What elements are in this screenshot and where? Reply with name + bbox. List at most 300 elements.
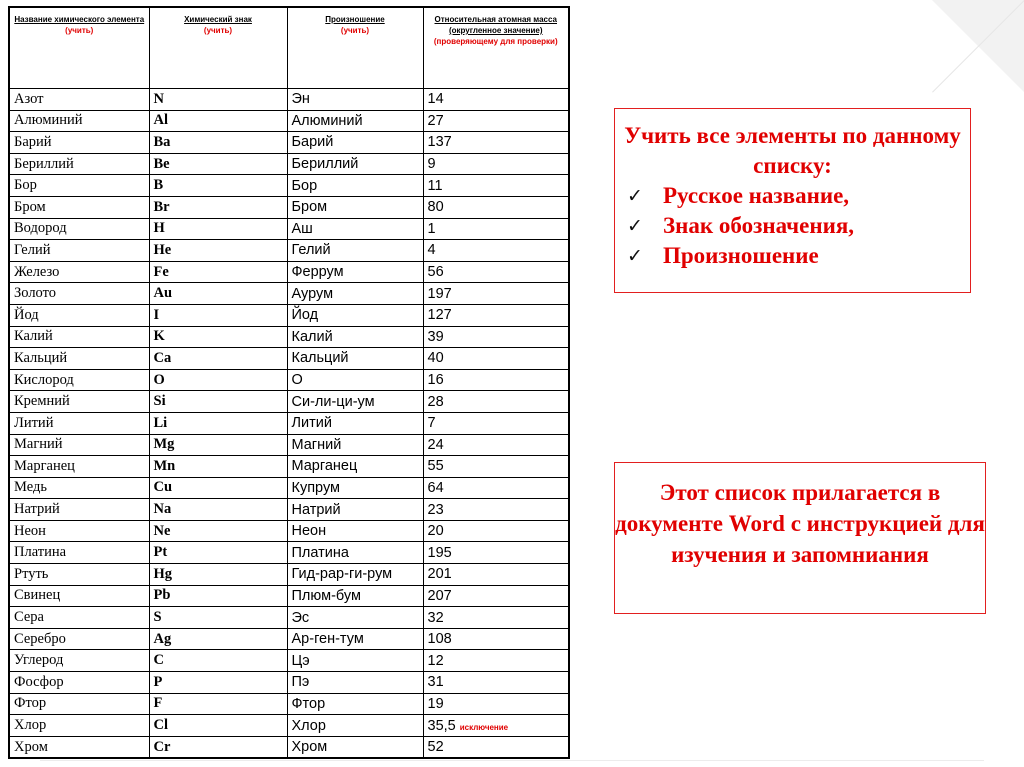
element-symbol-cell-text: Hg: [153, 565, 173, 582]
table-row: [9, 412, 569, 434]
element-symbol-cell-text: Mn: [153, 457, 176, 474]
element-symbol-cell: [149, 89, 287, 111]
pronunciation-cell: [287, 175, 423, 197]
element-symbol-cell: [149, 650, 287, 672]
table-row: [9, 542, 569, 564]
element-symbol-cell-text: S: [153, 609, 162, 626]
table-row: [9, 736, 569, 758]
pronunciation-cell: [287, 110, 423, 132]
pronunciation-cell-text: Аш: [291, 220, 313, 237]
check-icon: ✓: [627, 185, 643, 207]
atomic-mass-cell: [423, 196, 569, 218]
element-name-cell-text: Неон: [14, 522, 46, 539]
pronunciation-cell: [287, 672, 423, 694]
pronunciation-cell-text: Хром: [291, 739, 328, 756]
pronunciation-cell-text: Аурум: [291, 285, 334, 302]
pronunciation-cell-text: Фтор: [291, 695, 326, 712]
atomic-mass-cell: [423, 304, 569, 326]
element-symbol-cell: [149, 564, 287, 586]
atomic-mass-cell: [423, 110, 569, 132]
table-row: [9, 499, 569, 521]
element-symbol-cell-text: He: [153, 241, 172, 258]
bottom-divider: [40, 760, 984, 761]
table-body: [9, 89, 569, 759]
atomic-mass-cell-text: 31: [427, 674, 444, 691]
element-name-cell: [9, 304, 149, 326]
element-name-cell-text: Водород: [14, 220, 67, 237]
element-symbol-cell-text: I: [153, 306, 160, 323]
pronunciation-cell-text: Эн: [291, 91, 310, 108]
pronunciation-cell-text: О: [291, 372, 303, 389]
element-symbol-cell-text: Be: [153, 155, 170, 172]
element-symbol-cell-text: Au: [153, 285, 173, 302]
element-symbol-cell: [149, 456, 287, 478]
pronunciation-cell-text: Гелий: [291, 242, 331, 259]
element-symbol-cell-text: Pb: [153, 587, 171, 604]
table-row: [9, 434, 569, 456]
pronunciation-cell: [287, 153, 423, 175]
table-row: [9, 369, 569, 391]
pronunciation-cell: [287, 650, 423, 672]
atomic-mass-cell: [423, 132, 569, 154]
pronunciation-cell-text: Магний: [291, 436, 342, 453]
element-symbol-cell: [149, 304, 287, 326]
element-name-cell-text: Свинец: [14, 587, 61, 604]
element-name-cell: [9, 693, 149, 715]
pronunciation-cell: [287, 283, 423, 305]
element-symbol-cell-text: P: [153, 673, 163, 690]
atomic-mass-cell: [423, 261, 569, 283]
pronunciation-cell-text: Ар-ген-тум: [291, 631, 364, 648]
study-item: [627, 241, 970, 271]
element-symbol-cell: [149, 110, 287, 132]
table-row: [9, 283, 569, 305]
atomic-mass-cell: [423, 348, 569, 370]
atomic-mass-cell-text: 64: [427, 479, 444, 496]
pronunciation-cell: [287, 520, 423, 542]
header-mass: [423, 7, 569, 89]
element-symbol-cell: [149, 736, 287, 758]
table-row: [9, 175, 569, 197]
pronunciation-cell-text: Платина: [291, 544, 349, 561]
table-row: [9, 348, 569, 370]
check-icon: ✓: [627, 245, 643, 267]
atomic-mass-cell-text: 19: [427, 695, 444, 712]
atomic-mass-cell: [423, 564, 569, 586]
element-symbol-cell-text: F: [153, 695, 163, 712]
atomic-mass-cell-text: 32: [427, 609, 444, 626]
atomic-mass-cell-text: 11: [427, 177, 443, 194]
element-name-cell: [9, 672, 149, 694]
elements-table: [8, 6, 570, 759]
element-name-cell: [9, 628, 149, 650]
pronunciation-cell: [287, 348, 423, 370]
table-row: [9, 391, 569, 413]
table-row: [9, 261, 569, 283]
atomic-mass-cell-text: 24: [427, 436, 444, 453]
element-name-cell: [9, 110, 149, 132]
element-symbol-cell: [149, 153, 287, 175]
element-symbol-cell: [149, 175, 287, 197]
pronunciation-cell: [287, 391, 423, 413]
pronunciation-cell: [287, 326, 423, 348]
pronunciation-cell-text: Пэ: [291, 674, 310, 691]
word-document-note: Этот список прилагается в документе Word с инструкцией для изучения и запомниания: [615, 480, 985, 567]
element-name-cell: [9, 348, 149, 370]
element-name-cell-text: Золото: [14, 285, 57, 302]
element-symbol-cell-text: Al: [153, 112, 168, 129]
element-symbol-cell: [149, 240, 287, 262]
header-symbol-title: Химический знак: [184, 15, 252, 24]
pronunciation-cell: [287, 693, 423, 715]
table-row: [9, 240, 569, 262]
element-symbol-cell: [149, 477, 287, 499]
element-name-cell-text: Платина: [14, 544, 67, 561]
pronunciation-cell: [287, 585, 423, 607]
element-name-cell-text: Кислород: [14, 371, 74, 388]
element-symbol-cell-text: K: [153, 328, 165, 345]
word-document-note-box: [614, 462, 986, 614]
element-name-cell: [9, 391, 149, 413]
table-row: [9, 153, 569, 175]
element-name-cell: [9, 175, 149, 197]
element-name-cell: [9, 542, 149, 564]
element-name-cell-text: Фтор: [14, 695, 47, 712]
table-row: [9, 456, 569, 478]
atomic-mass-cell-text: 4: [427, 242, 436, 259]
atomic-mass-cell-text: 127: [427, 307, 452, 324]
element-symbol-cell: [149, 520, 287, 542]
atomic-mass-cell: [423, 628, 569, 650]
element-name-cell-text: Бериллий: [14, 155, 74, 172]
table-row: [9, 672, 569, 694]
element-name-cell: [9, 715, 149, 737]
atomic-mass-cell: [423, 585, 569, 607]
element-symbol-cell: [149, 218, 287, 240]
element-symbol-cell-text: Fe: [153, 263, 169, 280]
table-row: [9, 520, 569, 542]
study-item: [627, 181, 970, 211]
pronunciation-cell-text: Плюм-бум: [291, 587, 361, 604]
element-name-cell-text: Бор: [14, 177, 37, 194]
atomic-mass-cell-text: 39: [427, 328, 444, 345]
pronunciation-cell: [287, 607, 423, 629]
atomic-mass-cell-text: 9: [427, 156, 436, 173]
atomic-mass-cell: [423, 520, 569, 542]
atomic-mass-cell-text: 16: [427, 372, 444, 389]
pronunciation-cell-text: Кальций: [291, 350, 349, 367]
atomic-mass-cell-text: 12: [427, 652, 444, 669]
pronunciation-cell: [287, 499, 423, 521]
element-name-cell: [9, 477, 149, 499]
element-symbol-cell-text: Mg: [153, 436, 175, 453]
element-name-cell: [9, 326, 149, 348]
atomic-mass-cell: [423, 499, 569, 521]
pronunciation-cell: [287, 412, 423, 434]
element-symbol-cell-text: Si: [153, 393, 166, 410]
element-name-cell-text: Алюминий: [14, 112, 83, 129]
atomic-mass-cell: [423, 650, 569, 672]
element-symbol-cell: [149, 693, 287, 715]
pronunciation-cell-text: Йод: [291, 307, 319, 324]
element-name-cell-text: Магний: [14, 436, 63, 453]
table-header-row: [9, 7, 569, 89]
element-name-cell-text: Медь: [14, 479, 47, 496]
element-name-cell: [9, 218, 149, 240]
pronunciation-cell: [287, 89, 423, 111]
pronunciation-cell-text: Феррум: [291, 264, 344, 281]
atomic-mass-cell: [423, 369, 569, 391]
study-item-label: Знак обозначения,: [663, 213, 855, 238]
element-name-cell: [9, 434, 149, 456]
table-row: [9, 607, 569, 629]
element-name-cell-text: Марганец: [14, 457, 75, 474]
pronunciation-cell-text: Хлор: [291, 717, 326, 734]
pronunciation-cell: [287, 369, 423, 391]
element-name-cell-text: Йод: [14, 306, 39, 323]
element-name-cell: [9, 736, 149, 758]
study-list: [615, 181, 970, 271]
atomic-mass-cell: [423, 175, 569, 197]
atomic-mass-cell: [423, 456, 569, 478]
element-symbol-cell-text: Cr: [153, 738, 171, 755]
atomic-mass-cell-text: 201: [427, 566, 452, 583]
header-mass-note: (проверяющему для проверки): [433, 37, 558, 46]
element-name-cell-text: Кремний: [14, 393, 70, 410]
table-row: [9, 693, 569, 715]
element-name-cell: [9, 607, 149, 629]
atomic-mass-cell: [423, 672, 569, 694]
header-mass-title: Относительная атомная масса (округленное значение): [434, 15, 557, 35]
element-name-cell: [9, 89, 149, 111]
element-name-cell-text: Фосфор: [14, 673, 64, 690]
table-row: [9, 650, 569, 672]
table-row: [9, 132, 569, 154]
element-symbol-cell: [149, 434, 287, 456]
atomic-mass-cell-text: 108: [427, 631, 452, 648]
atomic-mass-cell-text: 1: [427, 220, 436, 237]
element-name-cell-text: Серебро: [14, 630, 66, 647]
element-name-cell-text: Натрий: [14, 501, 60, 518]
table-row: [9, 110, 569, 132]
pronunciation-cell: [287, 715, 423, 737]
element-name-cell: [9, 283, 149, 305]
table-row: [9, 715, 569, 737]
pronunciation-cell-text: Гид-рар-ги-рум: [291, 566, 393, 583]
atomic-mass-cell: [423, 542, 569, 564]
element-symbol-cell-text: N: [153, 90, 164, 107]
element-symbol-cell-text: C: [153, 652, 164, 669]
atomic-mass-cell-text: 23: [427, 501, 444, 518]
pronunciation-cell: [287, 456, 423, 478]
atomic-mass-cell-text: 27: [427, 112, 444, 129]
study-heading: Учить все элементы по данному списку:: [624, 123, 961, 178]
atomic-mass-cell-text: 40: [427, 350, 444, 367]
pronunciation-cell-text: Цэ: [291, 652, 310, 669]
pronunciation-cell-text: Неон: [291, 523, 327, 540]
atomic-mass-cell: [423, 240, 569, 262]
pronunciation-cell: [287, 132, 423, 154]
atomic-mass-cell-text: 195: [427, 544, 452, 561]
atomic-mass-cell-text: 52: [427, 739, 444, 756]
atomic-mass-cell: [423, 693, 569, 715]
atomic-mass-cell-text: 35,5: [427, 717, 456, 734]
element-symbol-cell: [149, 628, 287, 650]
element-name-cell-text: Барий: [14, 133, 52, 150]
element-name-cell: [9, 369, 149, 391]
element-symbol-cell-text: H: [153, 220, 165, 237]
element-name-cell-text: Железо: [14, 263, 60, 280]
element-symbol-cell: [149, 412, 287, 434]
element-name-cell: [9, 499, 149, 521]
atomic-mass-cell-text: 137: [427, 134, 452, 151]
element-symbol-cell: [149, 391, 287, 413]
pronunciation-cell: [287, 218, 423, 240]
pronunciation-cell-text: Бром: [291, 199, 328, 216]
study-instructions-box: [614, 108, 971, 293]
atomic-mass-cell: [423, 218, 569, 240]
pronunciation-cell: [287, 628, 423, 650]
table-row: [9, 477, 569, 499]
element-symbol-cell-text: Pt: [153, 544, 168, 561]
element-symbol-cell-text: Ag: [153, 630, 172, 647]
element-name-cell-text: Гелий: [14, 241, 51, 258]
element-symbol-cell-text: Ba: [153, 133, 171, 150]
element-symbol-cell: [149, 585, 287, 607]
table-row: [9, 326, 569, 348]
pronunciation-cell: [287, 434, 423, 456]
pronunciation-cell-text: Бериллий: [291, 156, 359, 173]
element-symbol-cell-text: Br: [153, 198, 170, 215]
element-symbol-cell: [149, 326, 287, 348]
atomic-mass-cell: [423, 326, 569, 348]
element-name-cell: [9, 240, 149, 262]
element-name-cell-text: Углерод: [14, 652, 64, 669]
pronunciation-cell: [287, 240, 423, 262]
element-symbol-cell: [149, 499, 287, 521]
pronunciation-cell-text: Алюминий: [291, 112, 363, 129]
element-symbol-cell: [149, 348, 287, 370]
element-symbol-cell-text: O: [153, 371, 165, 388]
header-pronunciation-note: (учить): [340, 26, 370, 35]
element-symbol-cell: [149, 196, 287, 218]
element-symbol-cell: [149, 132, 287, 154]
element-symbol-cell: [149, 283, 287, 305]
element-name-cell-text: Ртуть: [14, 565, 49, 582]
atomic-mass-cell-text: 14: [427, 91, 444, 108]
pronunciation-cell-text: Си-ли-ци-ум: [291, 393, 375, 410]
header-pronunciation: [287, 7, 423, 89]
pronunciation-cell: [287, 196, 423, 218]
element-name-cell-text: Азот: [14, 90, 44, 107]
pronunciation-cell: [287, 304, 423, 326]
atomic-mass-cell-text: 28: [427, 393, 444, 410]
atomic-mass-cell-text: 7: [427, 415, 436, 432]
element-name-cell: [9, 585, 149, 607]
header-symbol: [149, 7, 287, 89]
table-row: [9, 304, 569, 326]
header-pronunciation-title: Произношение: [325, 15, 385, 24]
check-icon: ✓: [627, 215, 643, 237]
atomic-mass-cell: [423, 715, 569, 737]
atomic-mass-cell: [423, 607, 569, 629]
pronunciation-cell-text: Марганец: [291, 458, 358, 475]
element-name-cell-text: Сера: [14, 609, 44, 626]
atomic-mass-cell: [423, 153, 569, 175]
element-symbol-cell: [149, 261, 287, 283]
pronunciation-cell: [287, 261, 423, 283]
atomic-mass-cell-text: 20: [427, 523, 444, 540]
element-symbol-cell: [149, 369, 287, 391]
study-item-label: Русское название,: [663, 183, 850, 208]
element-name-cell-text: Литий: [14, 414, 54, 431]
header-name-title: Название химического элемента: [14, 15, 145, 24]
element-name-cell: [9, 261, 149, 283]
exception-note: исключение: [459, 722, 509, 732]
pronunciation-cell-text: Купрум: [291, 479, 341, 496]
atomic-mass-cell-text: 80: [427, 199, 444, 216]
pronunciation-cell-text: Натрий: [291, 501, 341, 518]
pronunciation-cell-text: Калий: [291, 328, 333, 345]
element-name-cell-text: Бром: [14, 198, 46, 215]
element-symbol-cell-text: Li: [153, 414, 168, 431]
element-name-cell: [9, 412, 149, 434]
element-name-cell: [9, 196, 149, 218]
element-symbol-cell-text: Cu: [153, 479, 173, 496]
header-name-note: (учить): [65, 26, 94, 35]
table-row: [9, 89, 569, 111]
atomic-mass-cell-text: 56: [427, 264, 444, 281]
atomic-mass-cell: [423, 434, 569, 456]
table-row: [9, 564, 569, 586]
element-symbol-cell-text: Cl: [153, 717, 168, 734]
study-item-label: Произношение: [663, 243, 819, 268]
table-row: [9, 628, 569, 650]
pronunciation-cell: [287, 477, 423, 499]
atomic-mass-cell: [423, 736, 569, 758]
element-symbol-cell: [149, 607, 287, 629]
element-name-cell-text: Кальций: [14, 349, 68, 366]
element-name-cell-text: Калий: [14, 328, 53, 345]
element-name-cell-text: Хром: [14, 738, 48, 755]
element-name-cell: [9, 456, 149, 478]
element-name-cell: [9, 564, 149, 586]
element-symbol-cell: [149, 672, 287, 694]
pronunciation-cell: [287, 564, 423, 586]
element-symbol-cell-text: Ca: [153, 349, 172, 366]
atomic-mass-cell: [423, 89, 569, 111]
pronunciation-cell-text: Бор: [291, 177, 318, 194]
element-symbol-cell-text: Ne: [153, 522, 171, 539]
element-symbol-cell-text: B: [153, 177, 164, 194]
element-name-cell: [9, 650, 149, 672]
header-name: [9, 7, 149, 89]
atomic-mass-cell-text: 55: [427, 458, 444, 475]
atomic-mass-cell: [423, 477, 569, 499]
header-symbol-note: (учить): [203, 26, 233, 35]
element-name-cell: [9, 132, 149, 154]
pronunciation-cell: [287, 542, 423, 564]
atomic-mass-cell-text: 207: [427, 587, 452, 604]
element-symbol-cell: [149, 715, 287, 737]
pronunciation-cell: [287, 736, 423, 758]
atomic-mass-cell-text: 197: [427, 285, 452, 302]
study-item: [627, 211, 970, 241]
pronunciation-cell-text: Эс: [291, 609, 310, 626]
element-symbol-cell-text: Na: [153, 501, 172, 518]
element-name-cell: [9, 520, 149, 542]
atomic-mass-cell: [423, 412, 569, 434]
